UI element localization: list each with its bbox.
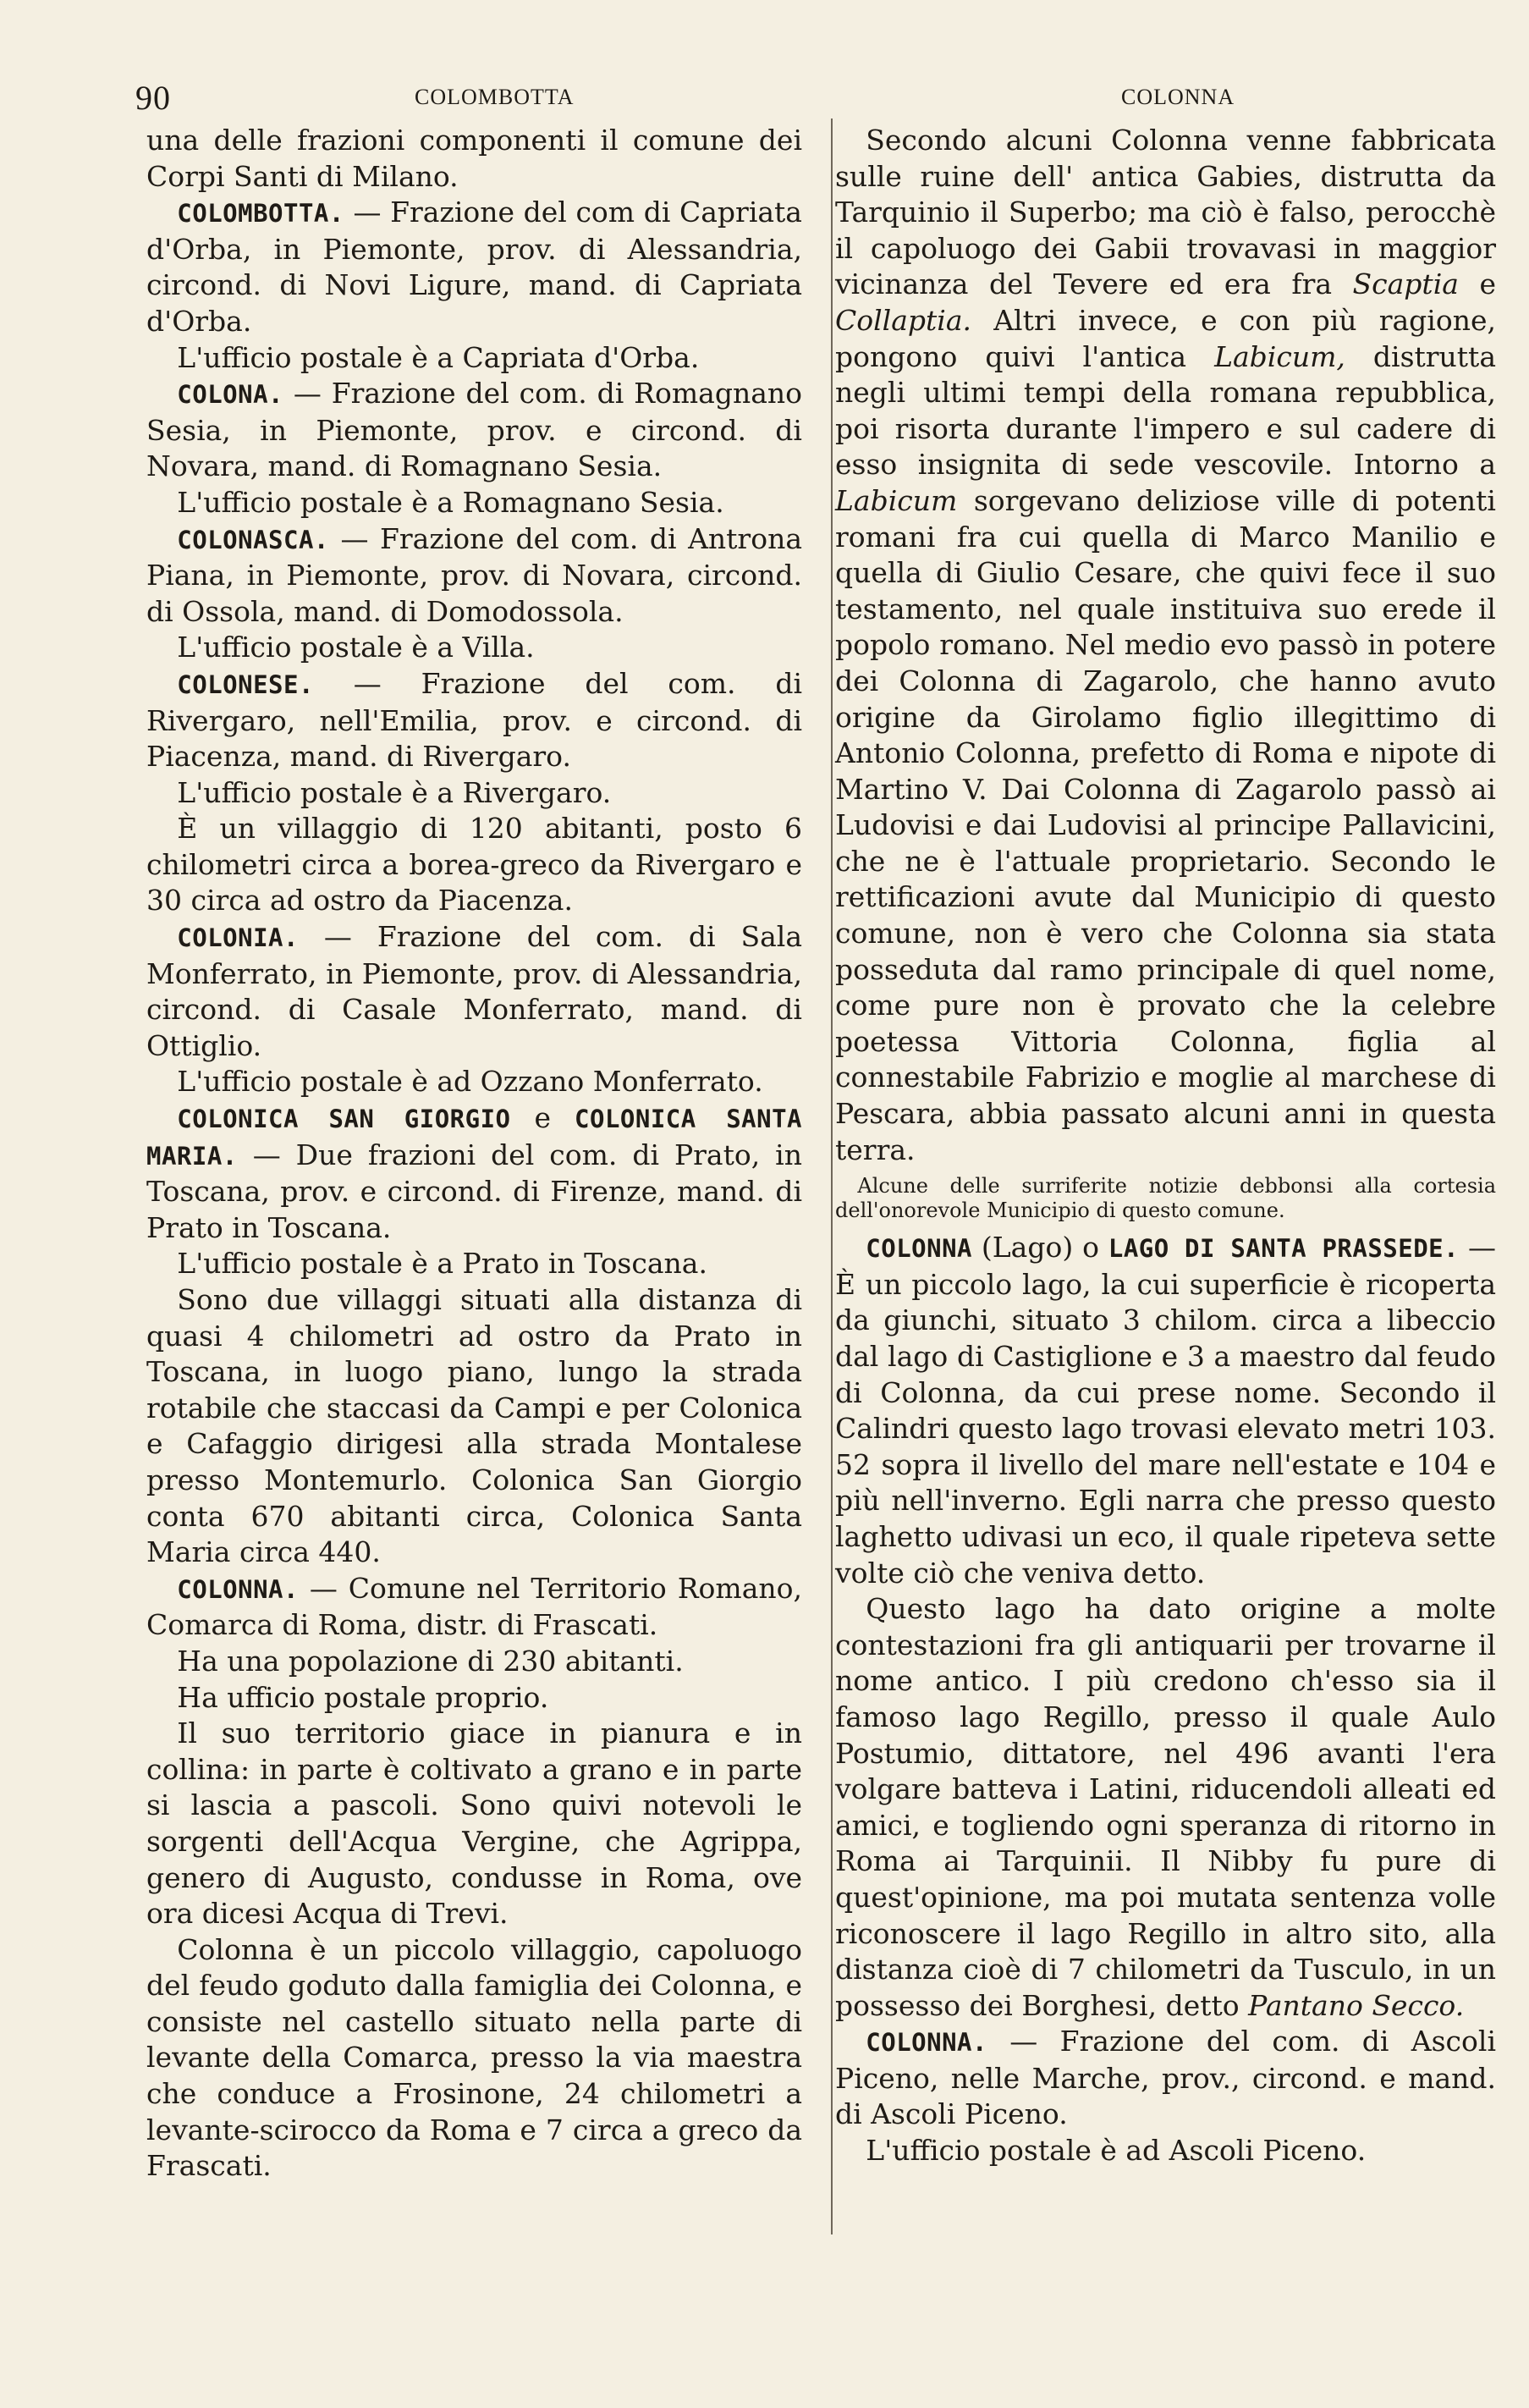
entry-headword: COLONESE. (177, 670, 314, 699)
italic-term: Pantano Secco. (1248, 1988, 1465, 2022)
entry-headword: COLONASCA. (177, 525, 329, 554)
entry-colombotta (146, 195, 802, 339)
entry-text: — Comune nel Territorio Romano, Comarca di Roma, distr. di Frascati. (146, 1571, 802, 1642)
italic-term: Scaptia (1352, 267, 1459, 301)
right-running-head: COLONNA (1121, 85, 1235, 109)
postal-office-line: L'ufficio postale è a Romagnano Sesia. (177, 485, 724, 519)
entry-colonna-roma (146, 1571, 802, 1644)
postal-office-line: L'ufficio postale è a Rivergaro. (177, 775, 612, 809)
text-run: Questo lago ha dato origine a molte contestazioni fra gli antiquarii per trovarne il nome antico. I più credono ch'esso sia il famoso lago Regillo, presso il quale Aulo Postumio, dittatore, nel 496 avanti l'era volgare batteva i Latini, riducendoli alleati ed amici, e togliendo ogni speranza di ritorno in Roma ai Tarquinii. Il Nibby fu pure di quest'opinione, ma poi mutata sentenza volle riconoscere il lago Regillo in altro sito, alla distanza cioè di 7 chilometri da Tusculo, in un possesso dei Borghesi, detto (835, 1592, 1496, 2022)
entry-text: — È un piccolo lago, la cui superficie è ricoperta da giunchi, situato 3 chilom. circa a libeccio dal lago di Castiglione e 3 a maestro dal feudo di Colonna, da cui prese nome. Secondo il Calindri questo lago trovasi elevato metri 103. 52 sopra il livello del mare nell'estate e 104 e più nell'inverno. Egli narra che presso questo laghetto udivasi un eco, il quale ripeteva sette volte ciò che veniva detto. (835, 1231, 1496, 1590)
entry-colonasca (146, 521, 802, 631)
entry-text: — Frazione del com. di Rivergaro, nell'Emilia, prov. e circond. di Piacenza, mand. di Rivergaro. (146, 666, 802, 774)
entry-headword: LAGO DI SANTA PRASSEDE. (1108, 1234, 1460, 1264)
postal-office-line: L'ufficio postale è ad Ozzano Monferrato. (177, 1065, 763, 1099)
entry-colonica (146, 1100, 802, 1246)
entry-colona (146, 376, 802, 485)
entry-text: — Frazione del com. di Antrona Piana, in Piemonte, prov. di Novara, circond. di Ossola, mand. di Domodossola. (146, 521, 802, 628)
italic-term: Labicum, (1214, 339, 1345, 373)
text-run: e (1458, 267, 1496, 301)
text-run: Secondo alcuni Colonna venne fabbricata sulle ruine dell' antica Gabies, distrutta da Tarquinio il Superbo; ma ciò è falso, perocchè il capoluogo dei Gabii trovavasi in maggior vicinanza del Tevere ed era fra (835, 124, 1496, 301)
entry-headword: COLONICA SANTA MARIA. (146, 1105, 802, 1171)
entry-description: È un villaggio di 120 abitanti, posto 6 chilometri circa a borea-greco da Rivergaro e 30 circa ad ostro da Piacenza. (146, 812, 802, 917)
footnote: Alcune delle surriferite notizie debbonsi alla cortesia dell'onorevole Municipio di questo comune. (835, 1174, 1496, 1223)
entry-headword: COLONIA. (177, 923, 299, 953)
entry-colonese (146, 666, 802, 775)
entry-headword: COLOMBOTTA. (177, 199, 344, 229)
entry-text: — Frazione del com di Capriata d'Orba, in Piemonte, prov. di Alessandria, circond. di Novi Ligure, mand. di Capriata d'Orba. (146, 196, 802, 338)
entry-headword: COLONICA SAN GIORGIO (177, 1105, 511, 1134)
text-run: distrutta negli ultimi tempi della romana repubblica, poi risorta durante l'impero e sul cadere di esso insignita di sede vescovile. Intorno a (835, 339, 1496, 482)
column-divider (831, 118, 833, 2234)
entry-text: — Frazione del com. di Romagnano Sesia, in Piemonte, prov. e circond. di Novara, mand. di Romagnano Sesia. (146, 377, 802, 483)
right-column (835, 123, 1496, 2169)
entry-headword: COLONNA (866, 1234, 973, 1264)
left-column (146, 123, 802, 2185)
lake-paragraph (835, 1591, 1496, 2024)
postal-office-line: L'ufficio postale è ad Ascoli Piceno. (866, 2134, 1367, 2168)
entry-colonna-lago (835, 1230, 1496, 1591)
text-run: sorgevano deliziose ville di potenti romani fra cui quella di Marco Manilio e quella di Giulio Cesare, che quivi fece il suo testamento, nel quale instituiva suo erede il popolo romano. Nel medio evo passò in potere dei Colonna di Zagarolo, che hanno avuto origine da Girolamo figlio illegittimo di Antonio Colonna, prefetto di Roma e nipote di Martino V. Dai Colonna di Zagarolo passò ai Ludovisi e dai Ludovisi al principe Pallavicini, che ne è l'attuale proprietario. Secondo le rettificazioni avute dal Municipio di questo comune, non è vero che Colonna sia stata posseduta dal ramo principale di quel nome, come pure non è provato che la celebre poetessa Vittoria Colonna, figlia al connestabile Fabrizio e moglie al marchese di Pescara, abbia passato alcuni anni in questa terra. (835, 483, 1496, 1166)
left-running-head: COLOMBOTTA (415, 85, 575, 109)
entry-text: — Due frazioni del com. di Prato, in Toscana, prov. e circond. di Firenze, mand. di Prato in Toscana. (146, 1138, 802, 1244)
italic-term: Collaptia. (835, 303, 972, 337)
continuation-paragraph: una delle frazioni componenti il comune dei Corpi Santi di Milano. (146, 124, 802, 193)
entry-description: Sono due villaggi situati alla distanza di quasi 4 chilometri ad ostro da Prato in Toscana, in luogo piano, lungo la strada rotabile che staccasi da Campi e per Colonica e Cafaggio dirigesi alla strada Montalese presso Montemurlo. Colonica San Giorgio conta 670 abitanti circa, Colonica Santa Maria circa 440. (146, 1283, 802, 1569)
postal-office-line: Ha ufficio postale proprio. (177, 1680, 549, 1714)
text-run: Altri invece, e con più ragione, pongono quivi l'antica (835, 303, 1496, 373)
entry-colonna-ascoli (835, 2024, 1496, 2133)
postal-office-line: L'ufficio postale è a Prato in Toscana. (177, 1247, 707, 1281)
history-paragraph (835, 123, 1496, 1168)
postal-office-line: L'ufficio postale è a Capriata d'Orba. (177, 340, 700, 374)
entry-text: — Frazione del com. di Sala Monferrato, in Piemonte, prov. di Alessandria, circond. di Casale Monferrato, mand. di Ottiglio. (146, 920, 802, 1062)
territory-paragraph: Il suo territorio giace in pianura e in collina: in parte è coltivato a grano e in parte si lascia a pascoli. Sono quivi notevoli le sorgenti dell'Acqua Vergine, che Agrippa, genero di Augusto, condusse in Roma, ove ora dicesi Acqua di Trevi. (146, 1716, 802, 1931)
entry-headword: COLONNA. (866, 2028, 987, 2058)
text-run: (Lago) o (972, 1231, 1108, 1265)
conjunction: e (510, 1101, 575, 1135)
entry-headword: COLONA. (177, 380, 284, 410)
entry-headword: COLONNA. (177, 1574, 299, 1604)
page-number: 90 (135, 79, 171, 117)
entry-text: — Frazione del com. di Ascoli Piceno, nelle Marche, prov., circond. e mand. di Ascoli Piceno. (835, 2025, 1496, 2131)
italic-term: Labicum (835, 483, 958, 517)
entry-description: Colonna è un piccolo villaggio, capoluogo del feudo goduto dalla famiglia dei Colonna, e consiste nel castello situato nella parte di levante della Comarca, presso la via maestra che conduce a Frosinone, 24 chilometri a levante-scirocco da Roma e 7 circa a greco da Frascati. (146, 1932, 802, 2183)
population-line: Ha una popolazione di 230 abitanti. (177, 1644, 684, 1678)
entry-colonia (146, 919, 802, 1064)
postal-office-line: L'ufficio postale è a Villa. (177, 631, 535, 664)
